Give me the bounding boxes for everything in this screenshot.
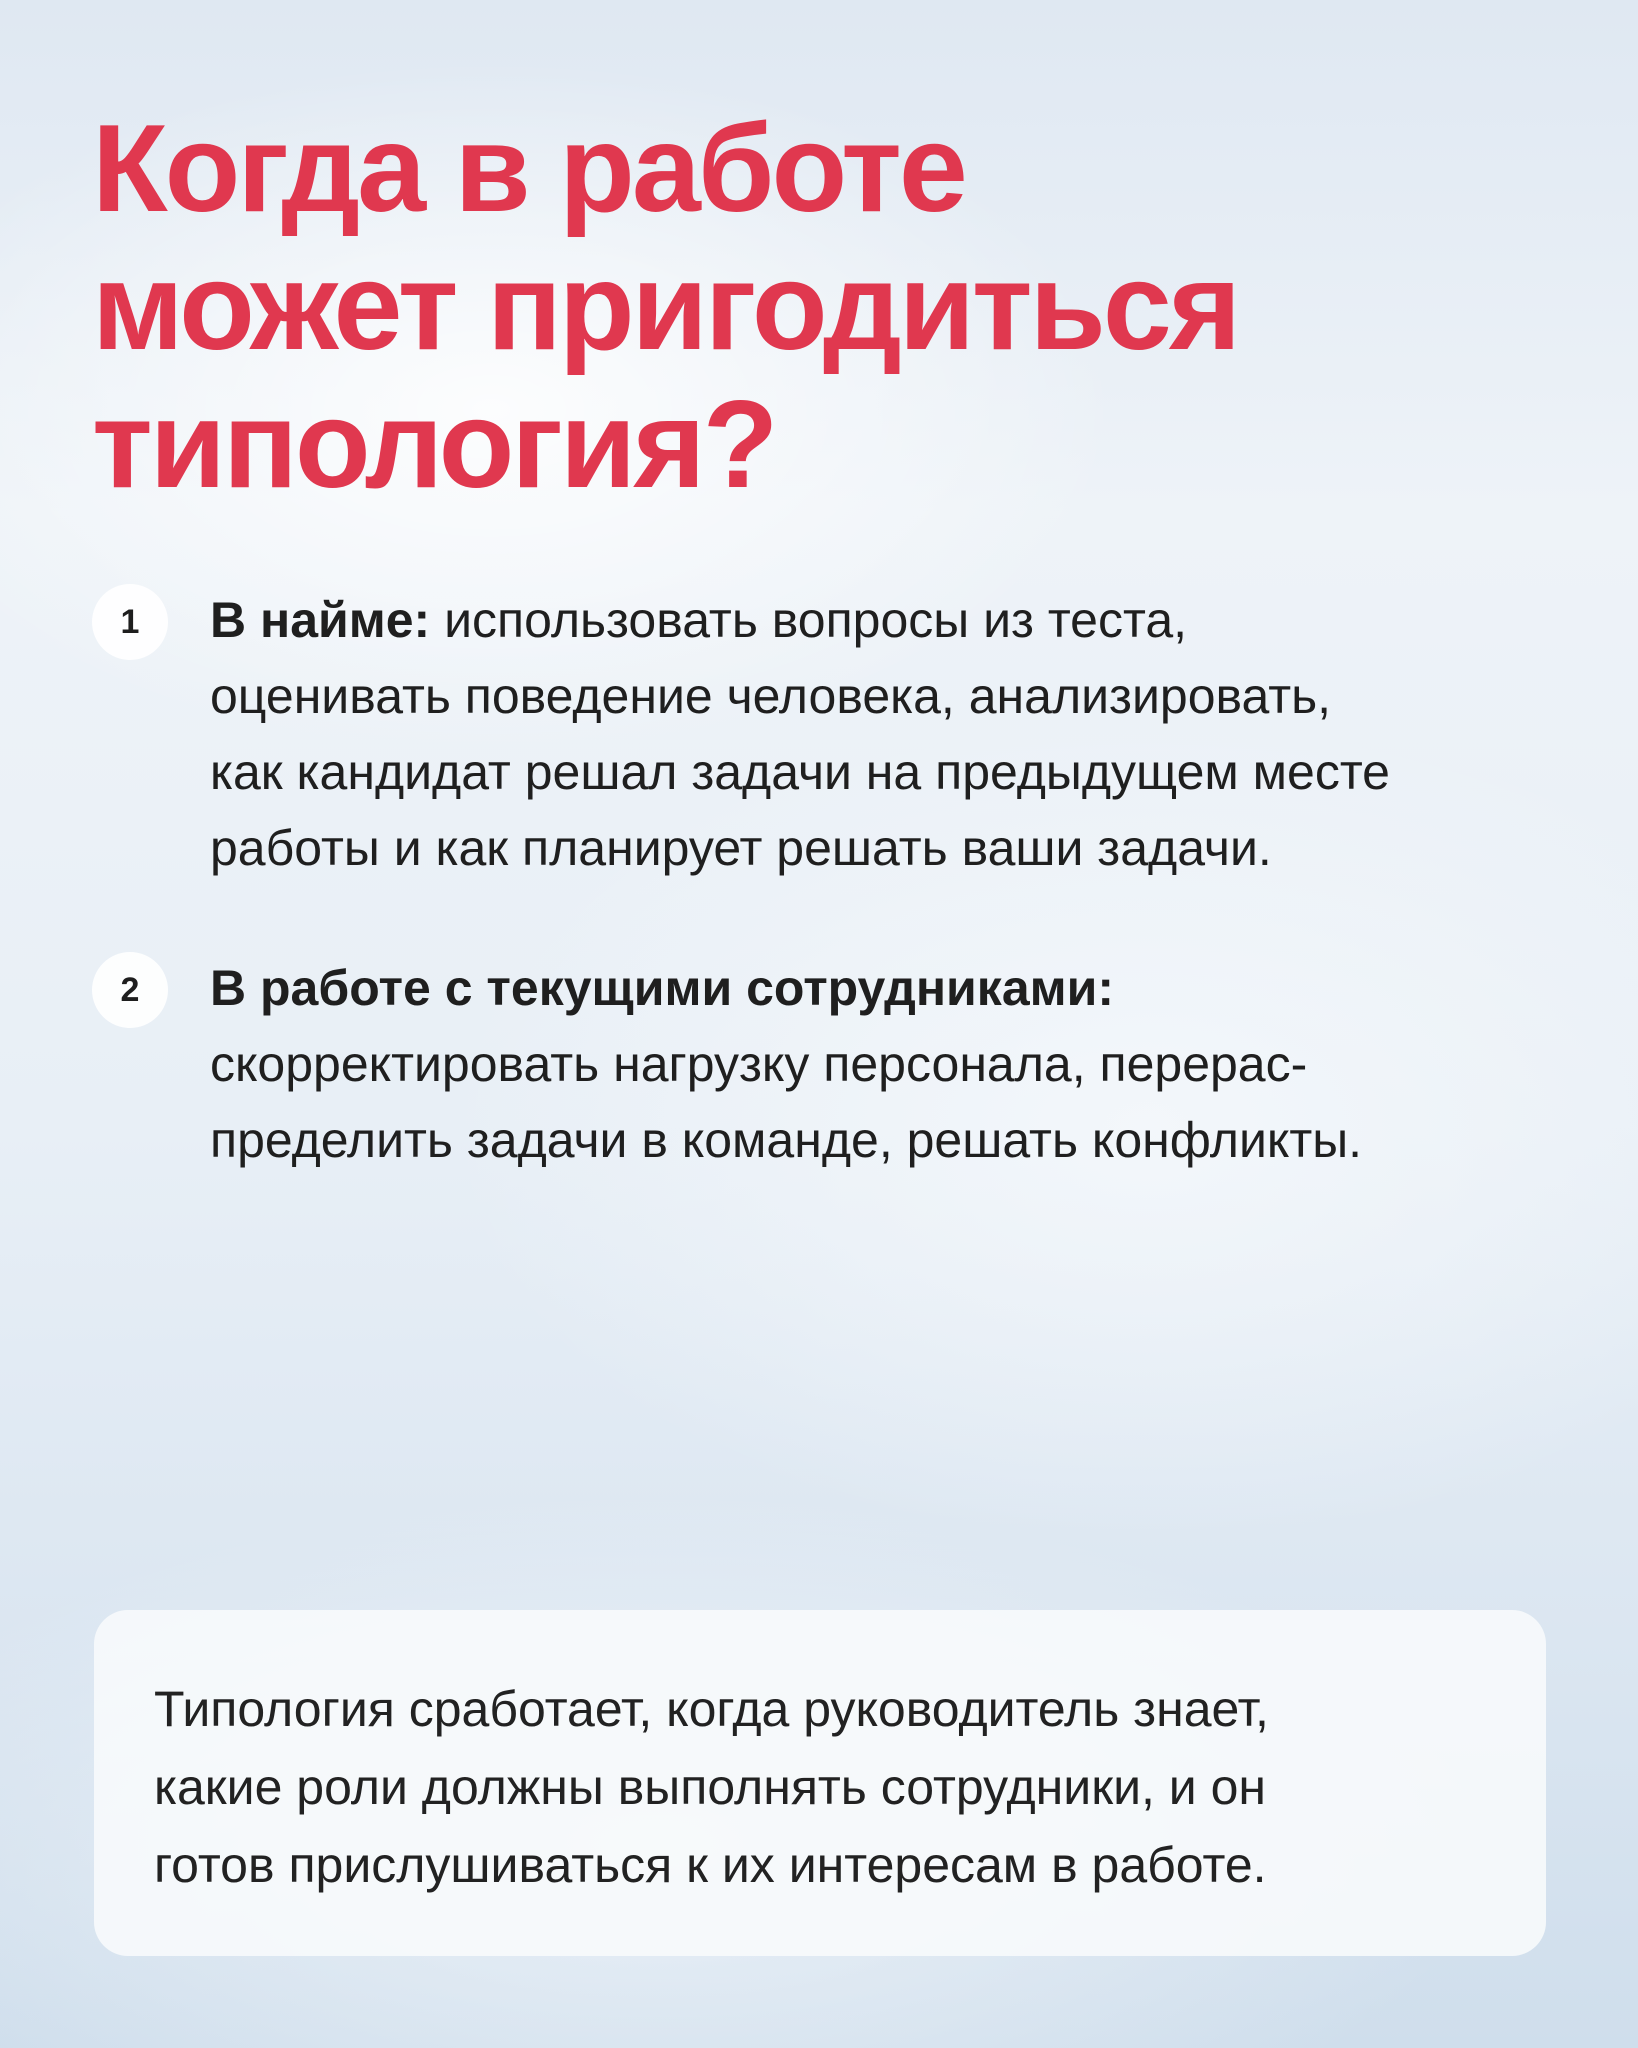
- list-item-line: оценивать поведение человека, анализировать,: [210, 668, 1332, 724]
- list-item-lead: В найме:: [210, 592, 431, 648]
- note-line: какие роли должны выполнять сотрудники, и он: [154, 1759, 1267, 1815]
- number-badge: 2: [92, 952, 168, 1028]
- page-title: [92, 100, 1512, 514]
- list-item-line: скорректировать нагрузку персонала, перерас-: [210, 1036, 1308, 1092]
- list-item-line: как кандидат решал задачи на предыдущем месте: [210, 744, 1390, 800]
- list-item-line: использовать вопросы из теста,: [444, 592, 1188, 648]
- list-item-current-staff: [92, 950, 1552, 1178]
- list-item-hiring: [92, 582, 1552, 886]
- title-line-3: типология?: [92, 376, 776, 514]
- title-line-1: Когда в работе: [92, 100, 965, 238]
- note-line: Типология сработает, когда руководитель знает,: [154, 1681, 1269, 1737]
- note-text: [154, 1670, 1486, 1904]
- list-item-text: [210, 582, 1552, 886]
- note-line: готов прислушиваться к их интересам в работе.: [154, 1837, 1267, 1893]
- use-case-list: [92, 582, 1552, 1242]
- list-item-line: пределить задачи в команде, решать конфликты.: [210, 1112, 1363, 1168]
- note-card: [94, 1610, 1546, 1956]
- list-item-first-line: [210, 582, 1552, 658]
- list-item-text: [210, 950, 1552, 1178]
- number-badge: 1: [92, 584, 168, 660]
- title-line-2: может пригодиться: [92, 238, 1239, 376]
- list-item-line: работы и как планирует решать ваши задачи.: [210, 820, 1272, 876]
- list-item-lead: В работе с текущими сотрудниками:: [210, 960, 1115, 1016]
